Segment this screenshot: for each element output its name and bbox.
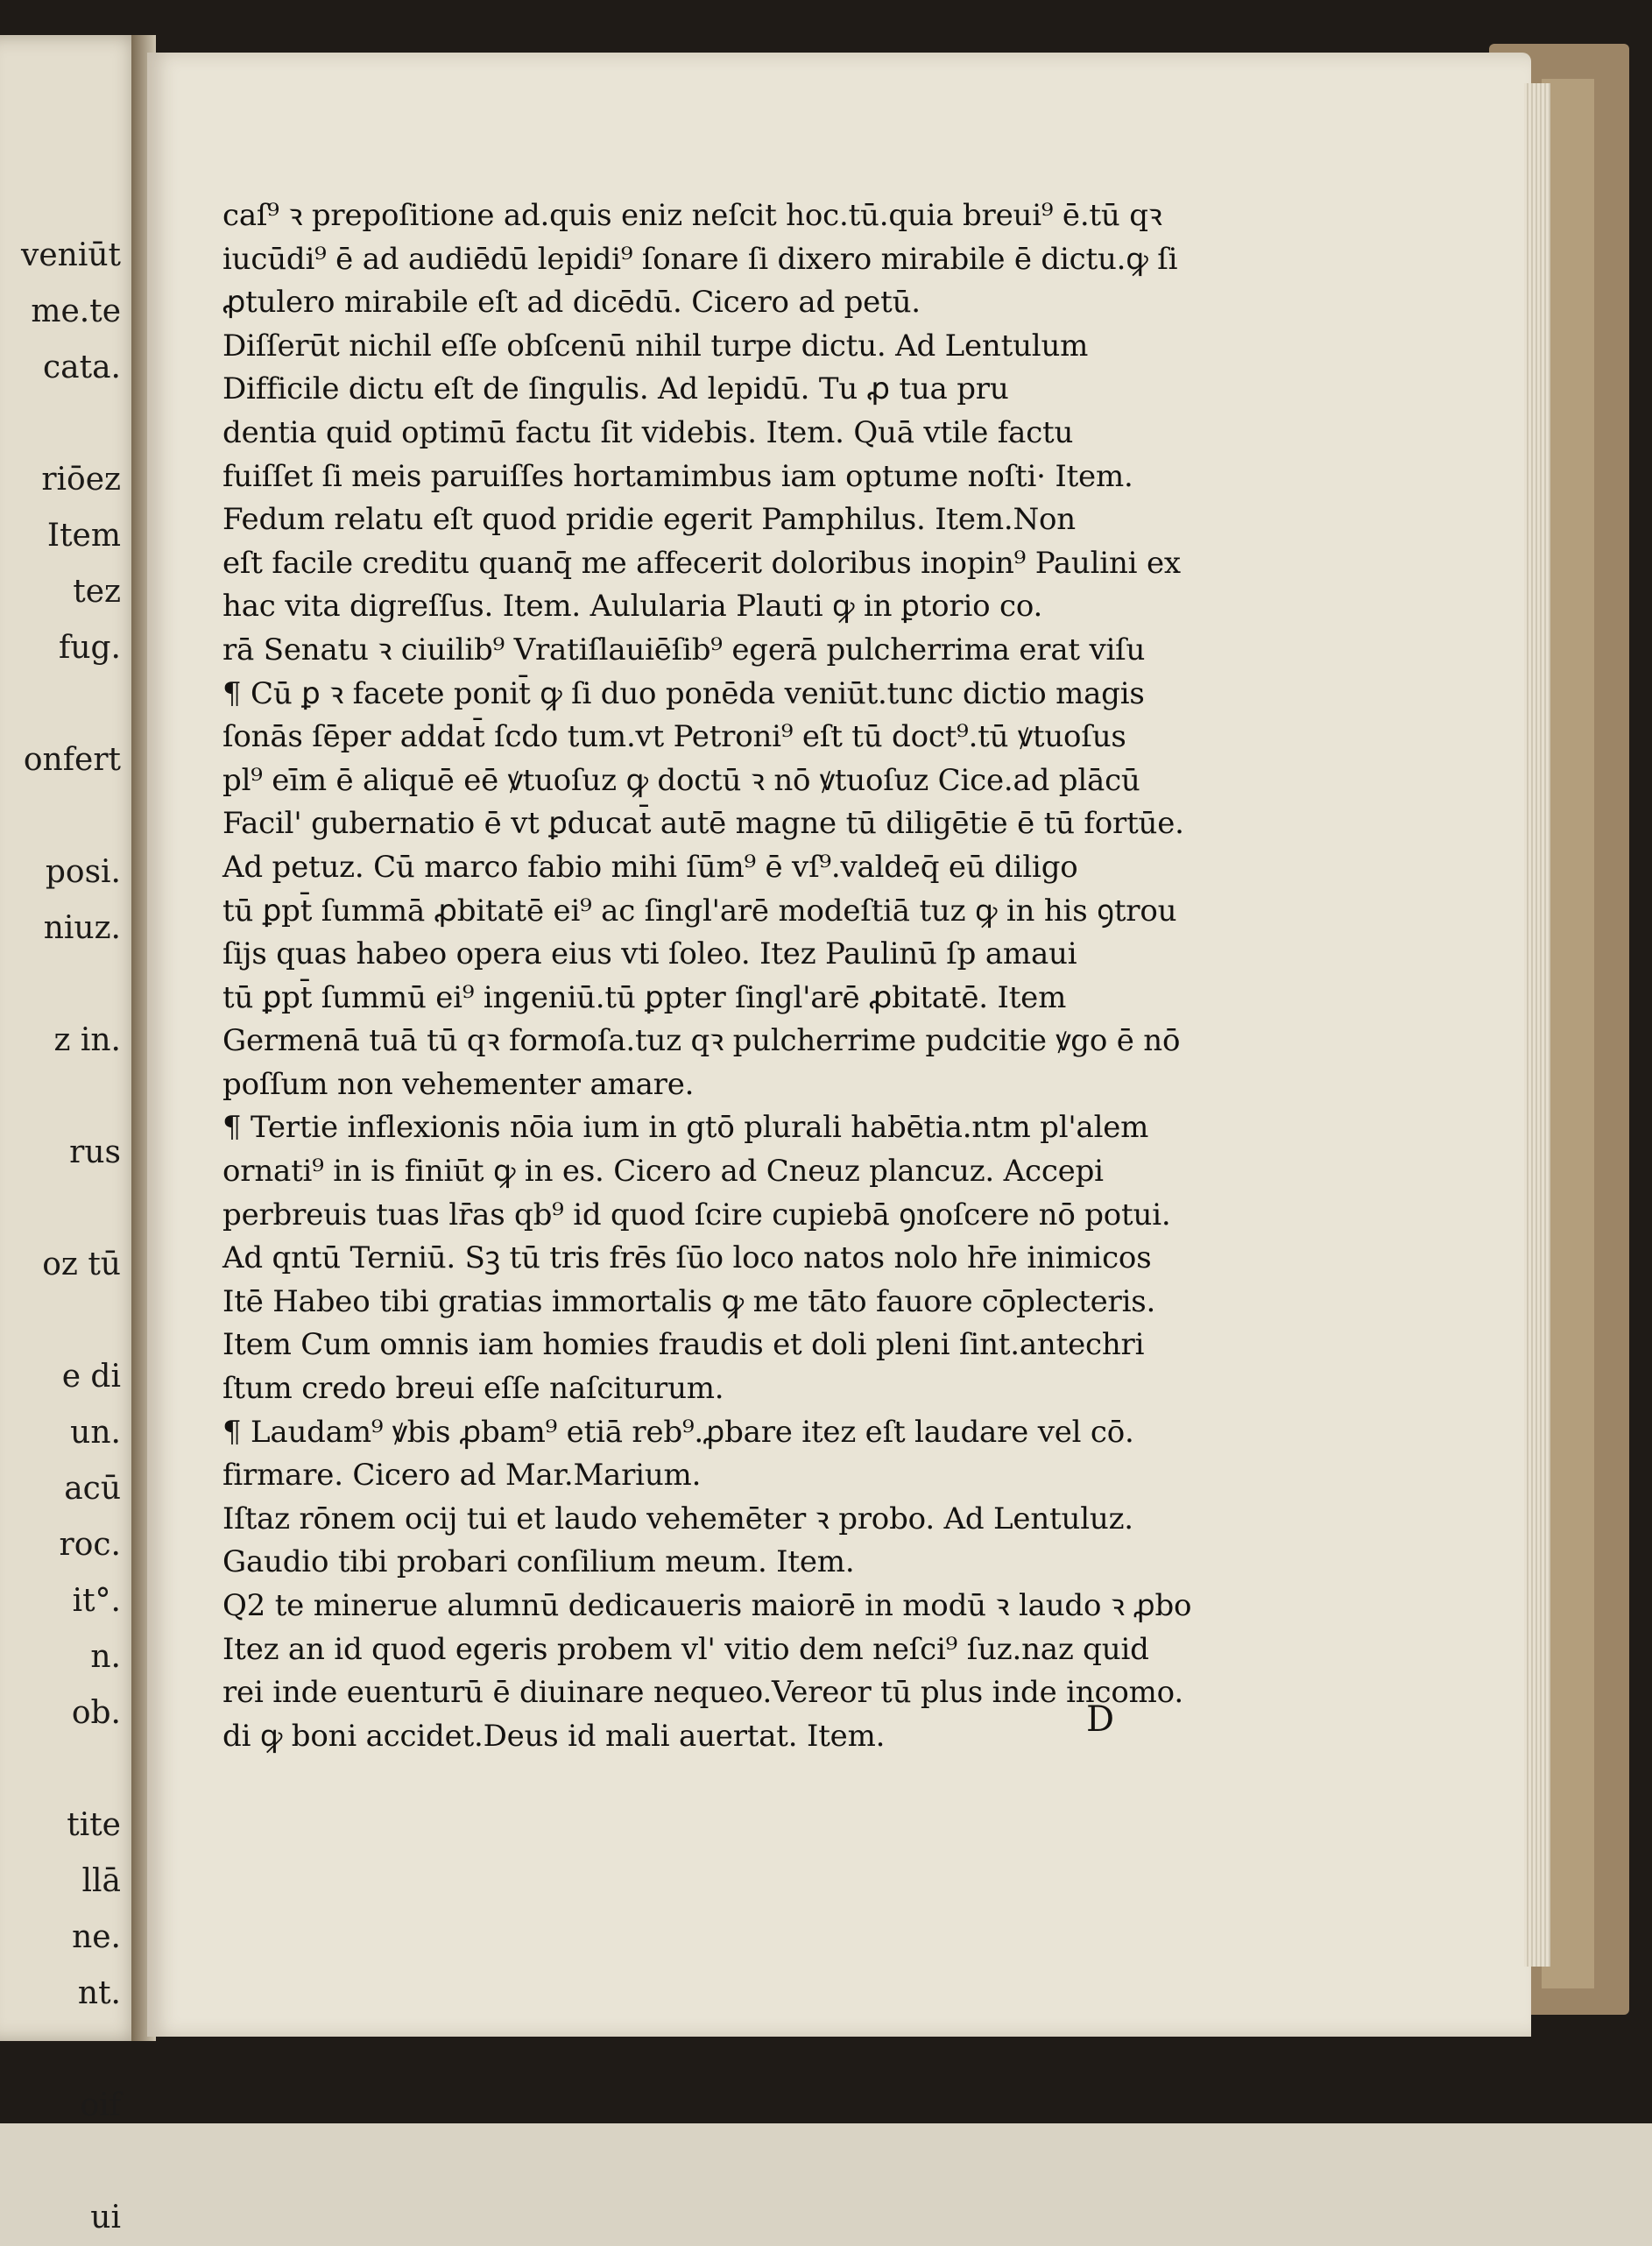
text-line: Facil' gubernatio ē vt ꝑducat̄ autē magne tū diligētie ē tū fortūe. [222, 806, 1184, 842]
page-edges [1524, 83, 1550, 1967]
left-page-fragment: cata. [43, 350, 121, 385]
text-line: Q2 te minerue alumnū dedicaueris maiorē in modū ꝛ laudo ꝛ ꝓbo [222, 1588, 1192, 1623]
text-line: pl⁹ eīm ē aliquē eē ꝟtuoſuz ꝙ doctū ꝛ nō ꝟtuoſuz Cice.ad plācū [222, 762, 1140, 798]
text-line: Ad petuz. Cū marco fabio mihi ſūm⁹ ē vſ⁹.valdeq̄ eū diligo [222, 849, 1078, 885]
page-text-block [222, 194, 1300, 1758]
left-page-fragment [0, 1181, 131, 1237]
left-page-fragment: tite [67, 1807, 121, 1843]
left-page-fragment: me.te [31, 293, 121, 329]
text-line: Item Cum omnis iam homies fraudis et doli pleni ſint.antechri [222, 1327, 1145, 1363]
left-page-fragment [0, 676, 131, 732]
left-page-fragment: ui [90, 2200, 121, 2235]
text-line: ornati⁹ in is finiūt ꝙ in es. Cicero ad Cneuz plancuz. Accepi [222, 1154, 1104, 1190]
left-page-fragment [0, 1741, 131, 1798]
text-line: fuiſſet ſi meis paruiſſes hortamimbus iam optume noſti· Item. [222, 458, 1133, 494]
left-page-fragment: n. [90, 1639, 121, 1675]
text-line: rei inde euenturū ē diuinare nequeo.Vereor tū plus inde incomo. [222, 1675, 1183, 1711]
text-line: dentia quid optimū factu ſit videbis. Item. Quā vtile factu [222, 414, 1074, 450]
text-line: Germenā tuā tū qꝛ formoſa.tuz qꝛ pulcherrime pudcitie ꝟgo ē nō [222, 1023, 1181, 1059]
text-line: rā Senatu ꝛ ciuilib⁹ Vratiſlauiēſib⁹ egerā pulcherrima erat viſu [222, 632, 1146, 667]
text-line: poſſum non vehementer amare. [222, 1066, 695, 1102]
left-page-fragment: ne. [72, 1919, 121, 1955]
left-page-fragment [0, 1069, 131, 1125]
text-line: ꝓtulero mirabile eſt ad dicēdū. Cicero ad petū. [222, 285, 921, 321]
text-line: caſ⁹ ꝛ prepoſitione ad.quis eniz neſcit hoc.tū.quia breui⁹ ē.tū qꝛ [222, 198, 1162, 233]
left-page-fragment: acū [64, 1471, 121, 1507]
left-page-fragment: Item [46, 518, 121, 554]
text-line: hac vita digreſſus. Item. Aulularia Plauti ꝙ in ꝑtorio co. [222, 589, 1043, 625]
text-line: ſonās ſēper addat̄ ſcdo tum.vt Petroni⁹ eſt tū doct⁹.tū ꝟtuoſus [222, 719, 1126, 755]
left-page-fragment: nt. [77, 1975, 121, 2011]
text-line: iucūdi⁹ ē ad audiēdū lepidi⁹ ſonare ſi dixero mirabile ē dictu.ꝙ ſi [222, 241, 1178, 277]
left-page-fragment: ob. [71, 1695, 121, 1731]
left-page-fragment: rus [69, 1134, 121, 1170]
text-line: eſt facile creditu quanq̄ me affecerit doloribus inopin⁹ Paulini ex [222, 545, 1181, 581]
left-page-fragment [0, 957, 131, 1013]
text-line: Diſſerūt nichil eſſe obſcenū nihil turpe dictu. Ad Lentulum [222, 328, 1089, 364]
left-page-fragment: fug. [59, 630, 121, 666]
left-page-fragment: tez [73, 574, 121, 610]
left-page-fragment: posi. [45, 854, 121, 890]
text-line: ſijs quas habeo opera eius vti ſoleo. Itez Paulinū ſp amaui [222, 936, 1077, 972]
text-line: Gaudio tibi probari conſilium meum. Item. [222, 1544, 855, 1580]
left-page-fragment: oz tū [42, 1247, 121, 1282]
text-line: Itē Habeo tibi gratias immortalis ꝙ me tāto fauore cōplecteris. [222, 1283, 1156, 1319]
text-line: di ꝙ boni accidet.Deus id mali auertat. Item. [222, 1718, 886, 1754]
text-line: firmare. Cicero ad Mar.Marium. [222, 1458, 702, 1494]
text-line: Iſtaz rōnem ocij tui et laudo vehemēter ꝛ probo. Ad Lentuluz. [222, 1501, 1133, 1536]
catchword-signature: D [1086, 1699, 1115, 1740]
text-line: Ad qntū Terniū. Sꝫ tū tris frēs ſūo loco natos nolo hr̄e inimicos [222, 1240, 1152, 1276]
left-page-fragment: it°. [72, 1583, 121, 1619]
left-page-fragment [0, 396, 131, 452]
left-page-fragment: onfert [23, 742, 121, 778]
text-line: tū ꝑpt̄ ſummū ei⁹ ingeniū.tū ꝑpter ſingl'arē ꝓbitatē. Item [222, 979, 1067, 1015]
left-page-fragment [0, 2022, 131, 2078]
left-page-fragment: un. [70, 1415, 121, 1451]
text-line: ¶ Cū ꝑ ꝛ facete ponit̄ ꝙ ſi duo ponēda veniūt.tunc dictio magis [222, 675, 1145, 711]
left-page [0, 35, 149, 2235]
left-page-fragment: oif [80, 2087, 121, 2123]
text-line: tū ꝑpt̄ ſummā ꝓbitatē ei⁹ ac ſingl'arē modeſtiā tuz ꝙ in his ꝯtrou [222, 893, 1177, 929]
left-page-fragment: llā [81, 1863, 121, 1899]
text-line: Itez an id quod egeris probem vl' vitio dem neſci⁹ ſuz.naz quid [222, 1631, 1149, 1667]
left-page-fragment [0, 788, 131, 844]
text-line: ¶ Laudam⁹ ꝟbis ꝓbam⁹ etiā reb⁹.ꝓbare itez eſt laudare vel cō. [222, 1414, 1134, 1450]
text-line: Fedum relatu eſt quod pridie egerit Pamphilus. Item.Non [222, 502, 1077, 538]
left-page-fragment: niuz. [43, 910, 121, 946]
text-line: ¶ Tertie inflexionis nōia ium in gtō plurali habētia.ntm pl'alem [222, 1110, 1149, 1146]
left-page-fragment [0, 1293, 131, 1349]
left-page-fragment [0, 2134, 131, 2190]
left-page-text-fragments [0, 228, 131, 2246]
left-page-fragment: e di [61, 1359, 121, 1395]
text-line: perbreuis tuas lr̄as qb⁹ id quod ſcire cupiebā ꝯnoſcere nō potui. [222, 1197, 1171, 1232]
text-line: Difficile dictu eſt de ſingulis. Ad lepidū. Tu ꝓ tua pru [222, 371, 1009, 407]
left-page-fragment: veniūt [21, 237, 121, 273]
left-page-fragment: roc. [59, 1527, 121, 1563]
left-page-fragment: riōez [41, 462, 121, 498]
left-page-fragment: z in. [53, 1022, 121, 1058]
text-line: ſtum credo breui eſſe naſciturum. [222, 1371, 724, 1407]
